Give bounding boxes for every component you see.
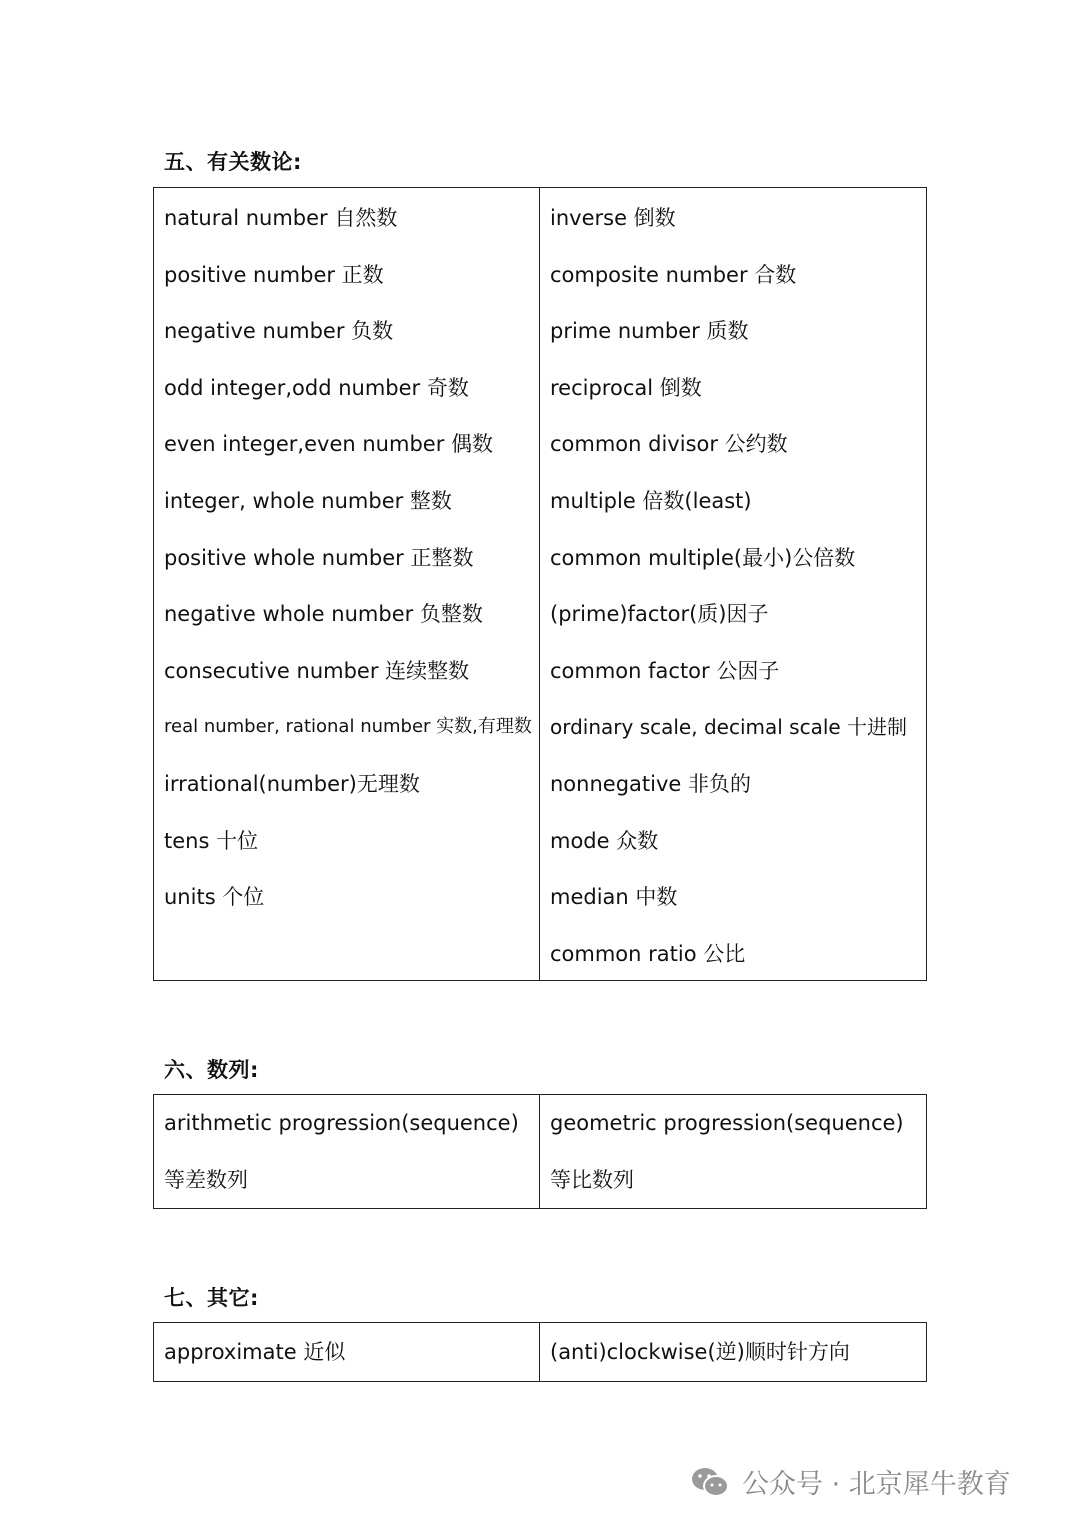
term-cell: median 中数 [550, 885, 678, 910]
term-cell: ordinary scale, decimal scale 十进制 [550, 715, 908, 740]
number-theory-left-column [154, 188, 540, 980]
term-cell: positive whole number 正整数 [164, 545, 474, 570]
term-cell: composite number 合数 [550, 262, 797, 287]
term-cell: 等比数列 [550, 1167, 634, 1192]
sequences-left-column [154, 1095, 540, 1208]
term-cell: arithmetic progression(sequence) [164, 1111, 519, 1135]
term-cell: mode 众数 [550, 828, 659, 853]
term-cell: units 个位 [164, 885, 265, 910]
others-right-column [540, 1323, 926, 1381]
term-cell: common multiple(最小)公倍数 [550, 545, 856, 570]
sequences-right-column [540, 1095, 926, 1208]
number-theory-right-column [540, 188, 926, 980]
term-cell: natural number 自然数 [164, 206, 398, 230]
term-cell: negative number 负数 [164, 319, 394, 344]
watermark-text: 公众号 · 北京犀牛教育 [742, 1469, 1011, 1500]
term-cell: nonnegative 非负的 [550, 771, 751, 796]
term-cell: consecutive number 连续整数 [164, 658, 470, 683]
term-cell: odd integer,odd number 奇数 [164, 375, 469, 400]
section-heading-sequences: 六、数列: [164, 1058, 259, 1082]
term-cell: irrational(number)无理数 [164, 771, 420, 796]
term-cell: real number, rational number 实数,有理数 [164, 716, 532, 738]
term-cell: inverse 倒数 [550, 206, 676, 230]
section-heading-others: 七、其它: [164, 1286, 259, 1310]
term-cell: common ratio 公比 [550, 941, 746, 966]
term-cell: common divisor 公约数 [550, 432, 788, 457]
term-cell: positive number 正数 [164, 262, 384, 287]
term-cell: prime number 质数 [550, 319, 749, 344]
term-cell: integer, whole number 整数 [164, 488, 452, 513]
term-cell: common factor 公因子 [550, 658, 780, 683]
number-theory-table [153, 187, 927, 981]
term-cell: reciprocal 倒数 [550, 375, 702, 400]
term-cell: negative whole number 负整数 [164, 602, 483, 627]
others-table [153, 1322, 927, 1382]
wechat-icon [690, 1466, 730, 1498]
section-heading-number-theory: 五、有关数论: [164, 150, 302, 174]
term-cell: tens 十位 [164, 828, 259, 853]
term-cell: even integer,even number 偶数 [164, 432, 493, 457]
term-cell: multiple 倍数(least) [550, 488, 752, 513]
others-left-column [154, 1323, 540, 1381]
term-cell: 等差数列 [164, 1167, 248, 1192]
sequences-table [153, 1094, 927, 1209]
term-cell: (prime)factor(质)因子 [550, 602, 769, 627]
term-cell: (anti)clockwise(逆)顺时针方向 [550, 1340, 850, 1364]
watermark [690, 1462, 1011, 1501]
term-cell: approximate 近似 [164, 1340, 346, 1364]
term-cell: geometric progression(sequence) [550, 1111, 904, 1135]
